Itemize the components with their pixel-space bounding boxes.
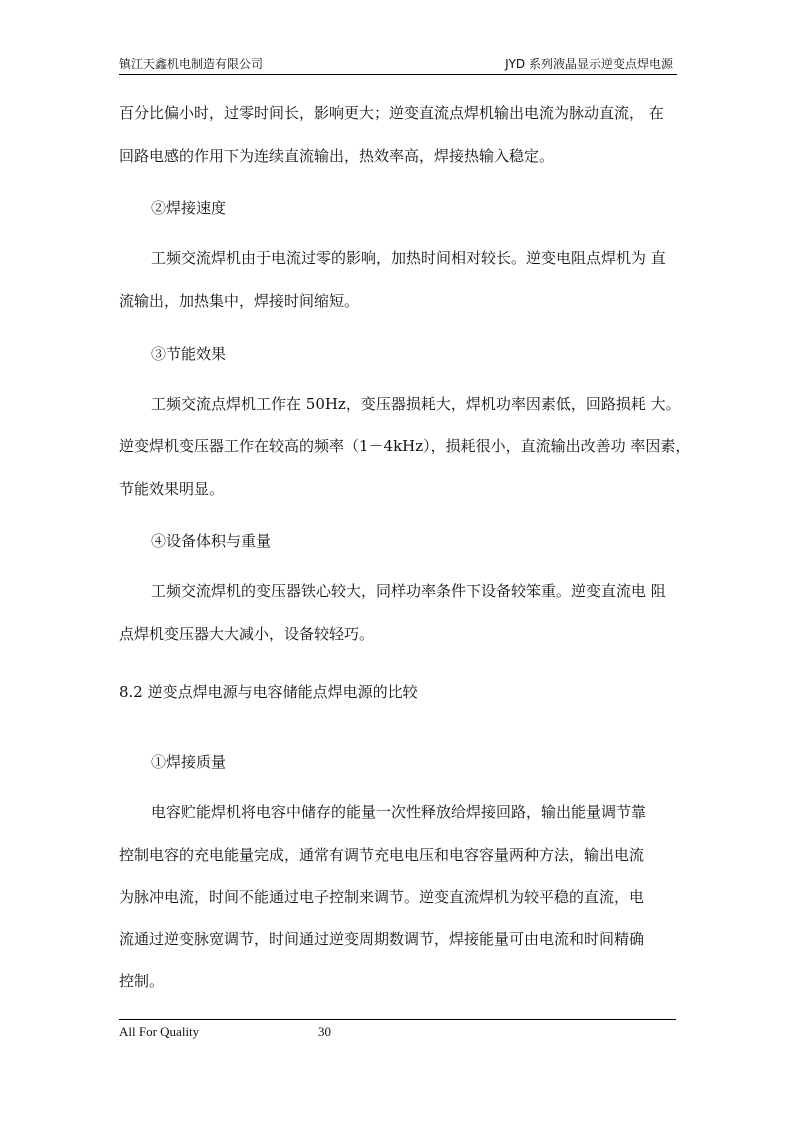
paragraph-line: 电容贮能焊机将电容中储存的能量一次性释放给焊接回路，输出能量调节靠 <box>151 803 647 821</box>
heading-welding-speed: ②焊接速度 <box>151 199 227 217</box>
paragraph-line: 流输出，加热集中，焊接时间缩短。 <box>119 292 360 310</box>
paragraph-line: 为脉冲电流，时间不能通过电子控制来调节。逆变直流焊机为较平稳的直流，电 <box>119 888 645 906</box>
paragraph-line: 流通过逆变脉宽调节，时间通过逆变周期数调节，焊接能量可由电流和时间精确 <box>119 930 645 948</box>
paragraph-line: 工频交流焊机由于电流过零的影响，加热时间相对较长。逆变电阻点焊机为 直 <box>151 249 666 267</box>
paragraph-line: 控制电容的充电能量完成，通常有调节充电电压和电容容量两种方法，输出电流 <box>119 846 645 864</box>
paragraph-line: 点焊机变压器大大减小，设备较轻巧。 <box>119 625 375 643</box>
header-company: 镇江天鑫机电制造有限公司 <box>119 57 264 71</box>
section-title: 8.2 逆变点焊电源与电容储能点焊电源的比较 <box>119 683 418 701</box>
footer-divider <box>119 1019 676 1020</box>
paragraph-line: 节能效果明显。 <box>119 480 225 498</box>
paragraph-line: 回路电感的作用下为连续直流输出，热效率高，焊接热输入稳定。 <box>119 147 555 165</box>
header-product: JYD 系列液晶显示逆变点焊电源 <box>505 57 673 71</box>
paragraph-line: 工频交流点焊机工作在 50Hz，变压器损耗大，焊机功率因素低，回路损耗 大。 <box>151 395 681 413</box>
footer-slogan: All For Quality <box>119 1024 200 1039</box>
paragraph-line: 逆变焊机变压器工作在较高的频率（1－4kHz），损耗很小，直流输出改善功 率因素， <box>119 437 691 455</box>
paragraph-line: 百分比偏小时，过零时间长，影响更大；逆变直流点焊机输出电流为脉动直流， 在 <box>119 104 664 122</box>
paragraph-line: 控制。 <box>119 972 165 990</box>
heading-welding-quality: ①焊接质量 <box>151 753 227 771</box>
heading-energy-saving: ③节能效果 <box>151 345 227 363</box>
heading-volume-weight: ④设备体积与重量 <box>151 532 272 550</box>
page-number: 30 <box>318 1024 331 1039</box>
page-header <box>119 52 677 75</box>
paragraph-line: 工频交流焊机的变压器铁心较大，同样功率条件下设备较笨重。逆变直流电 阻 <box>151 582 666 600</box>
